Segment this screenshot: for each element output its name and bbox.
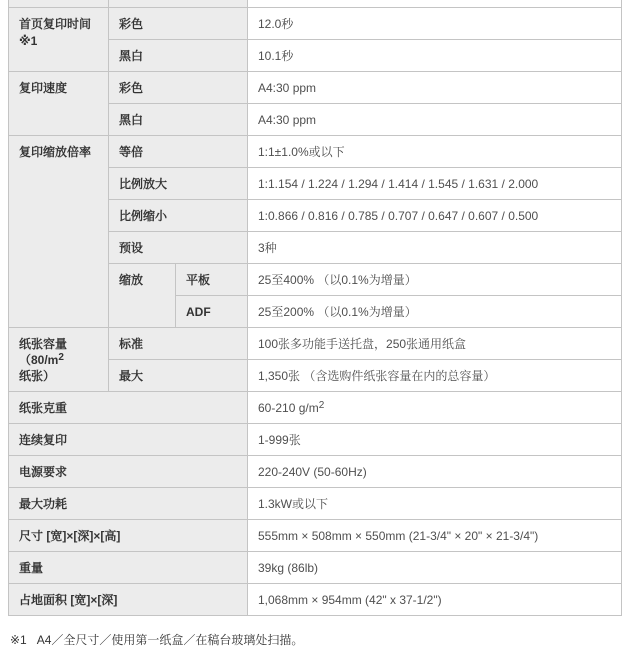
- footnote-marker: ※1: [10, 632, 27, 647]
- spec-sub-zoom: 缩放: [109, 263, 176, 327]
- table-row: [9, 71, 622, 103]
- table-row: [9, 519, 622, 551]
- footnote-text: A4／全尺寸／使用第一纸盒／在稿台玻璃处扫描。: [36, 632, 304, 647]
- spec-label-text-2: （$80/m^2$纸张）: [19, 351, 64, 383]
- table-row: [9, 423, 622, 455]
- spec-table: [8, 0, 622, 616]
- spec-label-zoom-ratio: 复印缩放倍率: [9, 135, 109, 327]
- table-row: [9, 327, 622, 359]
- spec-label-first-copy-time: [9, 7, 109, 71]
- spec-label-footprint: 占地面积 [宽]×[深]: [9, 583, 248, 615]
- spec-label-weight: 重量: [9, 551, 248, 583]
- spec-label-power-requirement: 电源要求: [9, 455, 248, 487]
- spec-sub-max: 最大: [109, 359, 248, 391]
- spec-value-zoom-adf: 25至200% （以0.1%为增量）: [248, 295, 622, 327]
- spec-label-dimensions: 尺寸 [宽]×[深]×[高]: [9, 519, 248, 551]
- spec-value-zoom-platen: 25至400% （以0.1%为增量）: [248, 263, 622, 295]
- spec-value-zoom-equal: 1:1±1.0%或以下: [248, 135, 622, 167]
- spec-sub-bw: 黑白: [109, 39, 248, 71]
- spec-label-text: 首页复印时间: [19, 16, 92, 31]
- spec-value-weight: 39kg (86lb): [248, 551, 622, 583]
- spec-subsub-platen: 平板: [176, 263, 248, 295]
- table-row: [9, 7, 622, 39]
- spec-value-dimensions: 555mm × 508mm × 550mm (21-3/4" × 20" × 21-3/4"): [248, 519, 622, 551]
- spec-subsub-adf: ADF: [176, 295, 248, 327]
- table-row-clipped: [9, 0, 622, 7]
- table-row: [9, 391, 622, 423]
- spec-label-paper-capacity: [9, 327, 109, 391]
- spec-label-max-power: 最大功耗: [9, 487, 248, 519]
- spec-label-text: 纸张容量: [19, 336, 68, 351]
- spec-value-zoom-enlarge: 1:1.154 / 1.224 / 1.294 / 1.414 / 1.545 / 1.631 / 2.000: [248, 167, 622, 199]
- clipped-value-cell: [248, 0, 622, 7]
- table-row: [9, 551, 622, 583]
- spec-value-continuous-copy: 1-999张: [248, 423, 622, 455]
- spec-sub-bw: 黑白: [109, 103, 248, 135]
- spec-sub-color: 彩色: [109, 71, 248, 103]
- spec-value-zoom-preset: 3种: [248, 231, 622, 263]
- spec-label-continuous-copy: 连续复印: [9, 423, 248, 455]
- spec-value-capacity-max: 1,350张 （含选购件纸张容量在内的总容量）: [248, 359, 622, 391]
- clipped-sub-cell: [109, 0, 248, 7]
- spec-label-note: ※1: [19, 33, 38, 48]
- spec-value-power-requirement: 220-240V (50-60Hz): [248, 455, 622, 487]
- spec-sub-equal: 等倍: [109, 135, 248, 167]
- spec-value-copy-speed-bw: A4:30 ppm: [248, 103, 622, 135]
- spec-value-first-copy-color: 12.0秒: [248, 7, 622, 39]
- spec-value-copy-speed-color: A4:30 ppm: [248, 71, 622, 103]
- spec-sub-standard: 标准: [109, 327, 248, 359]
- spec-value-first-copy-bw: 10.1秒: [248, 39, 622, 71]
- spec-value-capacity-standard: 100张多功能手送托盘，250张通用纸盒: [248, 327, 622, 359]
- spec-label-paper-weight: 纸张克重: [9, 391, 248, 423]
- table-row: [9, 455, 622, 487]
- spec-sub-reduce: 比例缩小: [109, 199, 248, 231]
- spec-value-zoom-reduce: 1:0.866 / 0.816 / 0.785 / 0.707 / 0.647 / 0.607 / 0.500: [248, 199, 622, 231]
- spec-value-footprint: 1,068mm × 954mm (42" x 37-1/2"): [248, 583, 622, 615]
- spec-sub-preset: 预设: [109, 231, 248, 263]
- table-row: [9, 583, 622, 615]
- table-row: [9, 487, 622, 519]
- clipped-label-cell: [9, 0, 109, 7]
- spec-label-copy-speed: 复印速度: [9, 71, 109, 135]
- table-row: [9, 135, 622, 167]
- spec-value-max-power: 1.3kW或以下: [248, 487, 622, 519]
- spec-value-paper-weight: 60-210 $g/m^2$: [248, 391, 622, 423]
- spec-sub-color: 彩色: [109, 7, 248, 39]
- footnote: [8, 632, 622, 648]
- spec-sub-enlarge: 比例放大: [109, 167, 248, 199]
